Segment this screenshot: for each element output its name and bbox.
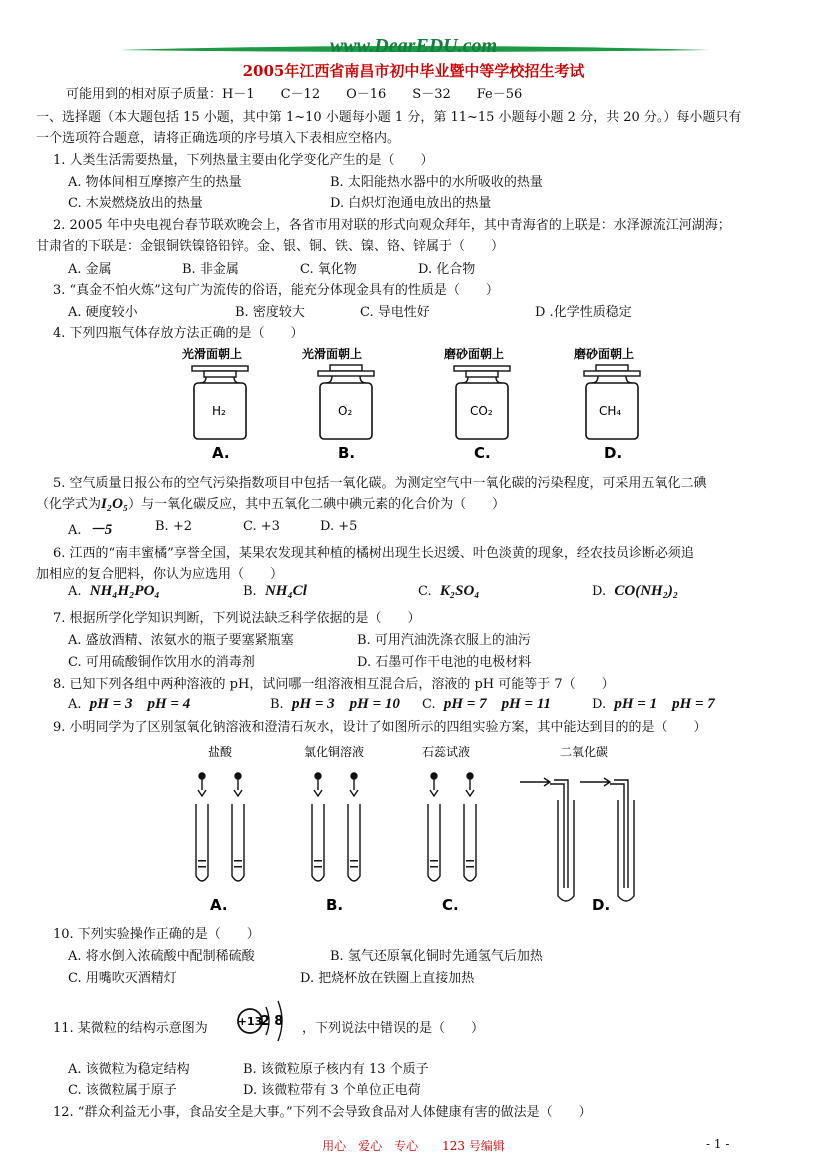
- q4-bottle-d-letter: D.: [604, 444, 623, 462]
- q10-option-c: C. 用嘴吹灭酒精灯: [68, 971, 177, 986]
- q2-option-b: B. 非金属: [182, 262, 239, 277]
- q6-option-a-label: A.: [68, 584, 82, 599]
- q2-option-c: C. 氧化物: [300, 262, 357, 277]
- q7-option-b: B. 可用汽油洗涤衣服上的油污: [357, 633, 531, 648]
- q9-group-b-label: 氯化铜溶液: [304, 745, 365, 759]
- q8-option-d-value: pH = 1 pH = 7: [614, 696, 715, 712]
- q3-option-b: B. 密度较大: [235, 305, 305, 320]
- q4-bottles-figure: [170, 343, 660, 465]
- q2-stem-1: 2. 2005 年中央电视台春节联欢晚会上，各省市用对联的形式向观众拜年，其中青海省的上联是：水泽源流江河湖海；: [53, 218, 731, 233]
- q8-option-a-label: A.: [68, 697, 82, 712]
- q4-bottle-c-gas: CO₂: [470, 404, 493, 418]
- q8-option-c-label: C.: [422, 697, 436, 712]
- q11-stem-post: ，下列说法中错误的是（ ）: [302, 1021, 485, 1036]
- site-logo: www.DearEDU.com: [329, 35, 498, 57]
- q9-group-d: [520, 744, 634, 914]
- q10-option-d: D. 把烧杯放在铁圈上直接加热: [300, 971, 475, 986]
- q5-option-a-label: A.: [68, 523, 82, 538]
- q9-group-d-letter: D.: [592, 896, 611, 914]
- exam-title: 2005年江西省南昌市初中毕业暨中等学校招生考试: [242, 62, 585, 80]
- q9-stem: 9. 小明同学为了区别氢氧化钠溶液和澄清石灰水，设计了如图所示的四组实验方案，其中能达到目的的是（ ）: [53, 720, 707, 735]
- q10-stem: 10. 下列实验操作正确的是（ ）: [53, 927, 260, 942]
- q4-bottle-a-gas: H₂: [212, 404, 226, 418]
- q6-stem-2: 加相应的复合肥料，你认为应选用（ ）: [36, 567, 284, 582]
- q4-bottle-b-label: 光滑面朝上: [302, 347, 363, 361]
- section-instructions-2: 一个选项符合题意，请将正确选项的序号填入下表相应空格内。: [36, 131, 401, 146]
- q3-option-a: A. 硬度较小: [68, 305, 138, 320]
- q4-bottle-c-letter: C.: [474, 444, 491, 462]
- q4-bottle-d: [574, 346, 640, 462]
- q4-stem: 4. 下列四瓶气体存放方法正确的是（ ）: [53, 326, 304, 341]
- q4-bottle-b-letter: B.: [338, 444, 356, 462]
- q5-stem-2-pre: （化学式为: [36, 497, 102, 512]
- q5-option-d: D. +5: [320, 519, 358, 534]
- q9-group-d-label: 二氧化碳: [560, 745, 609, 759]
- q8-option-b-label: B.: [270, 697, 284, 712]
- q8-stem: 8. 已知下列各组中两种溶液的 pH，试问哪一组溶液相互混合后，溶液的 pH 可能等于 7（ ）: [53, 677, 615, 692]
- q4-bottle-b-gas: O₂: [338, 404, 353, 418]
- q9-group-c-label: 石蕊试液: [422, 745, 471, 759]
- q4-bottle-c: [444, 346, 510, 462]
- q10-option-a: A. 将水倒入浓硫酸中配制稀硫酸: [68, 949, 255, 964]
- q8-option-b-value: pH = 3 pH = 10: [291, 696, 400, 712]
- q5-stem-1: 5. 空气质量日报公布的空气污染指数项目中包括一氧化碳。为测定空气中一氧化碳的污染程度，可采用五氧化二碘: [53, 476, 707, 491]
- q8-option-d: [592, 692, 715, 713]
- q6-option-b: [243, 583, 307, 600]
- q9-group-c: [422, 744, 476, 914]
- q6-option-d: [592, 583, 678, 600]
- q5-stem-2-post: ）与一氧化碳反应，其中五氧化二碘中碘元素的化合价为（ ）: [128, 497, 506, 512]
- q1-option-b: B. 太阳能热水器中的水所吸收的热量: [330, 175, 543, 190]
- q11-option-c: C. 该微粒属于原子: [68, 1083, 177, 1098]
- q11-option-a: A. 该微粒为稳定结构: [68, 1062, 190, 1077]
- q9-experiment-figure: [180, 740, 650, 918]
- q11-stem-pre: 11. 某微粒的结构示意图为: [53, 1021, 208, 1036]
- q11-atom-structure-diagram: [232, 993, 300, 1049]
- q6-option-a-value: NH₄H₂PO₄: [89, 583, 160, 599]
- q11-option-b: B. 该微粒原子核内有 13 个质子: [243, 1062, 429, 1077]
- q3-option-c: C. 导电性好: [360, 305, 430, 320]
- q4-bottle-a-letter: A.: [212, 444, 230, 462]
- q4-bottle-a-label: 光滑面朝上: [182, 347, 243, 361]
- q9-group-a: [196, 744, 244, 914]
- q8-option-a: [68, 692, 190, 713]
- q6-option-b-label: B.: [243, 584, 257, 599]
- q9-group-c-letter: C.: [442, 896, 459, 914]
- q3-stem: 3. “真金不怕火炼”这句广为流传的俗语，能充分体现金具有的性质是（ ）: [53, 283, 499, 298]
- q8-option-c: [422, 692, 551, 713]
- q4-bottle-d-label: 磨砂面朝上: [574, 347, 635, 361]
- q5-option-a-value: －5: [89, 522, 113, 538]
- q9-group-a-letter: A.: [210, 896, 228, 914]
- q7-stem: 7. 根据所学化学知识判断，下列说法缺乏科学依据的是（ ）: [53, 611, 421, 626]
- q8-option-c-value: pH = 7 pH = 11: [443, 696, 551, 712]
- q1-option-c: C. 木炭燃烧放出的热量: [68, 196, 203, 211]
- footer-motto: 用心 爱心 专心 123 号编辑: [322, 1139, 505, 1153]
- q4-bottle-b: [302, 346, 374, 462]
- q6-option-c-value: K₂SO₄: [439, 583, 480, 599]
- q4-bottle-d-gas: CH₄: [599, 404, 622, 418]
- q11-option-d: D. 该微粒带有 3 个单位正电荷: [243, 1083, 421, 1098]
- q3-option-d: D .化学性质稳定: [535, 305, 632, 320]
- atomic-masses: 可能用到的相对原子质量：H－1 C－12 O－16 S－32 Fe－56: [66, 87, 523, 102]
- q2-option-a: A. 金属: [68, 262, 112, 277]
- q9-group-b: [304, 744, 364, 914]
- q8-option-a-value: pH = 3 pH = 4: [89, 696, 191, 712]
- section-instructions-1: 一、选择题（本大题包括 15 小题，其中第 1~10 小题每小题 1 分，第 11~15 小题每小题 2 分，共 20 分。）每小题只有: [36, 110, 742, 125]
- q5-option-b: B. +2: [155, 519, 192, 534]
- q6-option-c-label: C.: [418, 584, 432, 599]
- q7-option-d: D. 石墨可作干电池的电极材料: [357, 655, 532, 670]
- q1-option-d: D. 白炽灯泡通电放出的热量: [330, 196, 492, 211]
- q12-stem: 12. “群众利益无小事，食品安全是大事。”下列不会导致食品对人体健康有害的做法是（ ）: [53, 1105, 592, 1120]
- q6-option-a: [68, 583, 160, 600]
- q1-option-a: A. 物体间相互摩擦产生的热量: [68, 175, 242, 190]
- q5-option-c: C. +3: [243, 519, 280, 534]
- q6-option-d-label: D.: [592, 584, 607, 599]
- q9-group-b-letter: B.: [326, 896, 344, 914]
- q7-option-a: A. 盛放酒精、浓氨水的瓶子要塞紧瓶塞: [68, 633, 294, 648]
- q11-shell-electrons: 2 8: [260, 1014, 284, 1029]
- q2-option-d: D. 化合物: [418, 262, 476, 277]
- q11-nucleus-charge: +13: [237, 1015, 263, 1028]
- q8-option-d-label: D.: [592, 697, 607, 712]
- q6-option-c: [418, 583, 480, 600]
- q5-formula: I₂O₅: [101, 496, 129, 512]
- q5-option-a: [68, 518, 112, 539]
- q9-group-a-label: 盐酸: [208, 745, 233, 759]
- q2-stem-2: 甘肃省的下联是：金银铜铁镍铬铅锌。金、银、铜、铁、镍、铬、锌属于（ ）: [36, 239, 505, 254]
- q8-option-b: [270, 692, 400, 713]
- q5-stem-2: [36, 493, 505, 513]
- q6-option-b-value: NH₄Cl: [264, 583, 307, 599]
- q7-option-c: C. 可用硫酸铜作饮用水的消毒剂: [68, 655, 255, 670]
- q4-bottle-a: [182, 346, 248, 462]
- q4-bottle-c-label: 磨砂面朝上: [444, 347, 505, 361]
- q10-option-b: B. 氢气还原氧化铜时先通氢气后加热: [330, 949, 543, 964]
- q1-stem: 1. 人类生活需要热量，下列热量主要由化学变化产生的是（ ）: [53, 153, 434, 168]
- q6-option-d-value: CO(NH₂)₂: [614, 583, 679, 599]
- q6-stem-1: 6. 江西的“南丰蜜橘”享誉全国，某果农发现其种植的橘树出现生长迟缓、叶色淡黄的现象，经农技员诊断必须追: [53, 546, 694, 561]
- page-number: - 1 -: [706, 1137, 730, 1151]
